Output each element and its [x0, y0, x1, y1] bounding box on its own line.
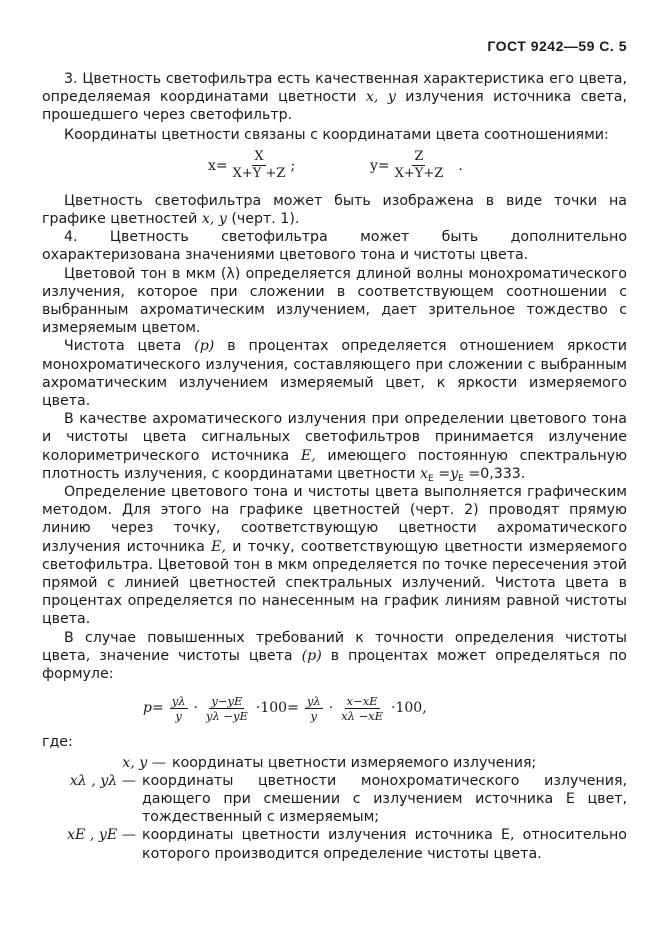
- paragraph-hue: Цветовой тон в мкм (λ) определяется длиной волны монохроматического излучения, которое при сложении в соответствующем соотношении с выбранным ахроматическим излучением, дает зрительное тождество с измеряемым цветом.: [42, 265, 627, 337]
- paragraph-chromaticity-graph: Цветность светофильтра может быть изображена в виде точки на графике цветностей x, y (черт. 1).: [42, 192, 627, 228]
- formula-mult-2: ·100,: [391, 700, 427, 717]
- formula-chromaticity: [42, 146, 627, 186]
- formula-dot-2: ·: [328, 700, 334, 717]
- formula-fraction-2: $\frac{y-yE}{y\lambda -yE}$: [205, 693, 248, 723]
- formula-purity: [42, 687, 627, 729]
- paragraph-precision: В случае повышенных требований к точности определения чистоты цвета, значение чистоты цвета (p) в процентах может определяться по формуле:: [42, 629, 627, 683]
- definitions-list: [42, 754, 627, 863]
- formula-x-lhs: x=: [208, 157, 228, 174]
- definition-text: координаты цветности излучения источника E, относительно которого производится определение чистоты цвета.: [142, 827, 627, 862]
- formula-y-fraction: $\frac{Z}{X+Y+Z}$: [394, 149, 444, 182]
- formula-fraction-3: $\frac{y\lambda}{y}$: [306, 693, 321, 723]
- formula-p-lhs: p=: [143, 700, 164, 717]
- paragraph-achromatic: В качестве ахроматического излучения при определении цветового тона и чистоты цвета сигнальных светофильтров принимается излучение колориметрического источника E, имеющего постоянную спектральную плотность излучения, с координатами цветности $x_E =y_E =0,333$.: [42, 411, 628, 484]
- definition-row: [42, 826, 627, 862]
- formula-x-fraction: $\frac{X}{X+Y +Z}$: [232, 149, 286, 182]
- paragraph-purity: Чистота цвета (p) в процентах определяется отношением яркости монохроматического излучения, составляющего при сложении с выбранным ахроматическим излучением измеряемый цвет, к яркости измеряемого цвета.: [42, 338, 628, 410]
- formula-end: .: [458, 157, 463, 174]
- where-label: где:: [42, 734, 73, 751]
- paragraph-4: 4. Цветность светофильтра может быть дополнительно охарактеризована значениями цветового тона и чистоты цвета.: [42, 229, 627, 264]
- document-body: [42, 70, 627, 863]
- paragraph-coordinates: Координаты цветности связаны с координатами цвета соотношениями:: [64, 126, 609, 143]
- definition-row: [42, 772, 627, 827]
- formula-dot-1: ·: [193, 700, 198, 717]
- paragraph-3: 3. Цветность светофильтра есть качественная характеристика его цвета, определяемая координатами цветности x, y излучения источника света, прошедшего через светофильтр.: [42, 71, 627, 124]
- definition-row: [42, 754, 627, 772]
- formula-separator: ;: [290, 157, 296, 174]
- definition-text: координаты цветности монохроматического излучения, дающего при смешении с излучением источника E цвет, тождественный с измеряемым;: [142, 772, 627, 826]
- definition-text: координаты цветности измеряемого излучения;: [172, 754, 537, 771]
- formula-mult-1: ·100=: [255, 700, 299, 717]
- formula-fraction-1: $\frac{y\lambda}{y}$: [171, 693, 186, 723]
- definition-symbol: xλ , yλ —: [69, 772, 136, 789]
- definition-symbol: x, y —: [122, 754, 166, 771]
- formula-fraction-4: $\frac{x-xE}{x\lambda -xE}$: [341, 693, 384, 723]
- paragraph-graphic-method: Определение цветового тона и чистоты цвета выполняется графическим методом. Для этого на графике цветностей (черт. 2) проводят прямую линию через точку, соответствующую цветности ахроматического излучения источника E, и точку, соответствующую цветности измеряемого светофильтра. Цветовой тон в мкм определяется по точке пересечения этой прямой с линией цветностей спектральных излучений. Чистота цвета в процентах определяется по нанесенным на график линиям равной чистоты цвета.: [42, 484, 627, 628]
- definition-symbol: xE , yE —: [67, 827, 136, 844]
- formula-y-lhs: y=: [370, 157, 390, 174]
- page-header: ГОСТ 9242—59 С. 5: [487, 38, 627, 54]
